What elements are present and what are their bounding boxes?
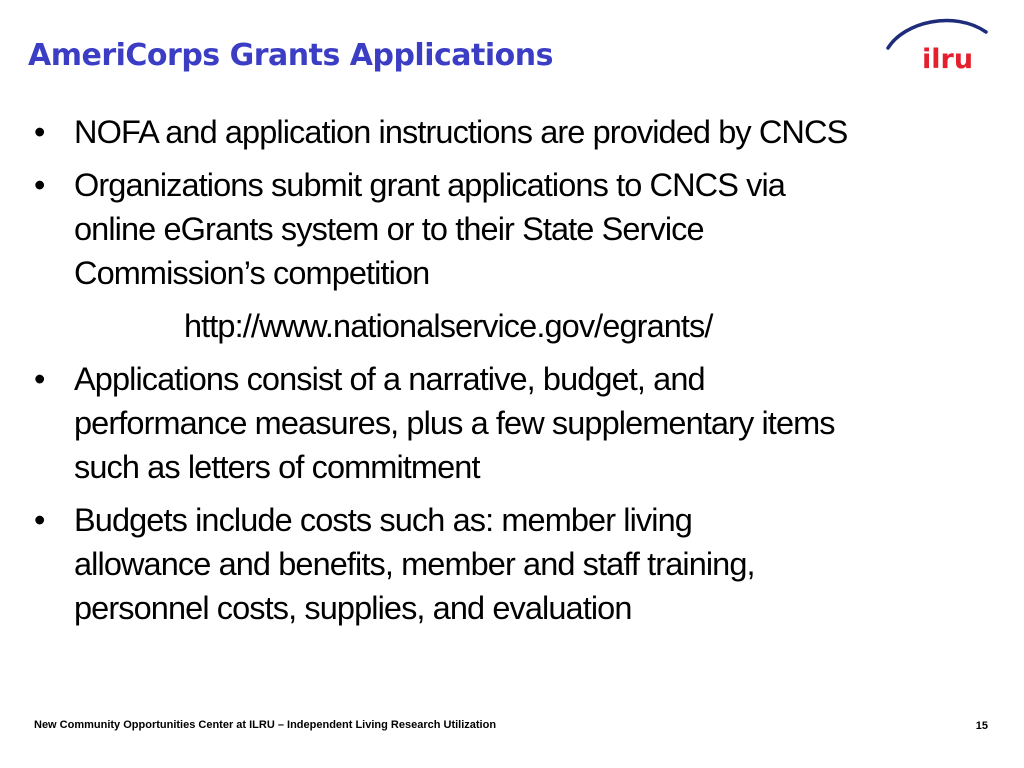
bullet-icon: •	[34, 361, 45, 397]
slide-title: AmeriCorps Grants Applications	[28, 38, 553, 73]
footer-text: New Community Opportunities Center at ILRU – Independent Living Research Utilization	[34, 719, 497, 731]
egrants-url: http://www.nationalservice.gov/egrants/	[184, 308, 713, 344]
bullet-text: Budgets include costs such as: member living allowance and benefits, member and staff training, personnel costs, supplies, and evaluation	[74, 502, 755, 626]
bullet-text: Applications consist of a narrative, budget, and performance measures, plus a few supplementary items such as letters of commitment	[74, 361, 835, 485]
bullet-text: NOFA and application instructions are provided by CNCS	[74, 114, 848, 150]
bullet-icon: •	[34, 167, 45, 203]
page-number: 15	[975, 720, 988, 732]
bullet-item	[30, 163, 1015, 295]
bullet-icon: •	[34, 114, 45, 150]
bullet-icon: •	[34, 502, 45, 538]
bullet-item	[30, 357, 1015, 489]
ilru-logo	[884, 14, 992, 82]
logo-wordmark: ilru	[922, 44, 974, 75]
bullet-item	[30, 110, 1015, 154]
slide-body	[30, 110, 1015, 630]
bullet-item	[30, 498, 1015, 630]
bullet-text: Organizations submit grant applications to CNCS via online eGrants system or to their State Service Commission’s competition	[74, 167, 785, 291]
